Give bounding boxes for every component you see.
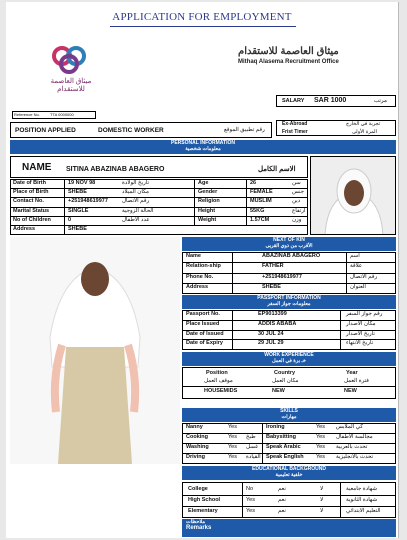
remarks-bar [182,519,396,537]
ex-abroad-label: Ex-Abroad [282,121,308,127]
details-value-2: FEMALE [250,189,273,196]
skill-label-2: Speak English [266,454,304,460]
passport-arabic: رقم جواز السفر [346,311,383,317]
kin-label: Relation-ship [186,263,221,270]
passport-header [182,295,396,309]
first-timer-arabic: المرة الأولى [352,129,377,135]
kin-col-divider [346,252,347,294]
skill-arabic-2: تحدث بالعربية [336,444,368,450]
work-col-header-ar: مكان العمل [272,378,299,384]
name-label: NAME [22,162,52,173]
kin-value: SHEBE [262,283,281,290]
edu-col-divider [242,482,243,518]
details-col-divider [64,179,65,235]
passport-header-ar: معلومات جواز السفر [267,301,311,307]
passport-label: Date of Expiry [186,340,223,347]
passport-value: EP9013399 [258,311,287,317]
details-value: 0 [68,216,72,223]
office-name-arabic: ميثاق العاصمة للاستقدام [238,46,339,57]
position-value: DOMESTIC WORKER [98,127,164,134]
skill-arabic-2: تحدث بالانجليزية [336,454,374,460]
page-title: APPLICATION FOR EMPLOYMENT [112,11,292,23]
skills-col-divider [262,423,263,464]
details-label: Contact No. [13,198,44,205]
skill-value-2: Yes [316,424,325,430]
skill-label: Nanny [186,424,203,430]
details-label-2: Weight [198,216,217,223]
details-label: Address [13,226,36,232]
logo-arabic-text: ميثاق العاصمة للاستقدام [50,78,92,93]
work-row-divider [182,386,396,387]
application-page [6,2,399,538]
kin-value: +251948619977 [262,273,302,280]
edu-value: Yes [246,497,255,503]
details-label: Date of Birth [13,180,46,186]
edu-yes-arabic: نعم [278,508,286,514]
title-underline [110,26,296,27]
details-arabic: تاريخ الولادة [122,180,149,186]
work-cell-value: NEW [272,388,285,394]
details-arabic: عدد الاطفال [122,216,150,223]
salary-value: SAR 1000 [314,97,347,104]
skill-arabic: القيادة [246,454,261,460]
passport-header-en: PASSPORT INFORMATION [257,295,321,301]
kin-value: ABAZINAB ABAGERO [262,253,321,259]
skill-label: Driving [186,454,205,460]
next-of-kin-header [182,237,396,251]
details-arabic: الحالة الزوجية [122,207,154,214]
edu-row-divider [182,495,396,496]
work-col-header: Year [346,370,358,376]
position-label: POSITION APPLIED [15,127,76,134]
kin-arabic: علاقة [350,263,363,270]
salary-arabic: مرتب [374,98,387,104]
skill-arabic: غسل [246,444,258,450]
personal-header [10,140,396,154]
kin-label: Address [186,283,209,290]
skill-arabic: طبخ [246,434,256,440]
skill-label-2: Ironing [266,424,285,430]
edu-no-arabic: لا [320,508,324,514]
details-value-2: 1.57CM [250,216,270,223]
work-header [182,352,396,366]
details-value: 19 NOV 98 [68,180,96,186]
work-col-header-ar: موقف العمل [204,378,233,384]
work-col-header: Country [274,370,296,376]
details-value: SHEBE [68,189,87,196]
office-name-english: Mithaq Alasema Recruitment Office [238,59,339,65]
passport-value: ADDIS ABABA [258,320,297,327]
details-arabic-2: وزن [292,216,302,223]
details-col-divider [194,179,195,225]
first-timer-label: Frist Timer [282,129,308,135]
kin-label: Name [186,253,201,259]
edu-no-arabic: لا [320,486,324,492]
details-label-2: Religion [198,198,220,205]
edu-level: College [188,486,208,492]
work-col-header-ar: فترة العمل [344,378,369,384]
reference-label: Reference No. [14,112,40,117]
skill-value-2: Yes [316,454,325,460]
details-label: Place of Birth [13,189,49,196]
skill-label: Washing [186,444,209,450]
details-col-divider [246,179,247,225]
work-cell-value: HOUSEMIDS [204,388,238,394]
skills-header-en: SKILLS [280,408,298,414]
details-value: SINGLE [68,207,89,214]
name-value: SITINA ABAZINAB ABAGERO [66,166,165,173]
details-row-divider [10,225,308,226]
edu-no-arabic: لا [320,497,324,503]
work-header-en: WORK EXPERIENCE [264,352,314,358]
passport-col-divider [340,310,341,350]
skill-value-2: Yes [316,444,325,450]
details-arabic: مكان الميلاد [122,189,150,196]
details-value-2: 26 [250,180,257,186]
kin-label: Phone No. [186,273,214,280]
ex-abroad-arabic: تجربة في الخارج [346,121,381,127]
education-header-ar: خلفية تعليمية [275,472,303,478]
personal-header-en: PERSONAL INFORMATION [171,140,235,146]
details-label: No of Children [13,216,51,223]
name-arabic: الاسم الكامل [258,166,296,173]
edu-yes-arabic: نعم [278,486,286,492]
passport-col-divider [232,310,233,350]
details-label-2: Height [198,207,216,214]
details-arabic-2: جنس [292,189,305,196]
details-label-2: Gender [198,189,218,196]
education-header [182,466,396,480]
work-col-header: Position [206,370,228,376]
passport-arabic: تاريخ الاصدار [346,330,375,337]
edu-col-divider [340,482,341,518]
passport-value: 29 JUL 29 [258,340,284,347]
edu-level: Elementary [188,508,218,514]
edu-value: Yes [246,508,255,514]
passport-label: Date of Issued [186,330,224,337]
passport-label: Place Issued [186,320,220,327]
details-value-2: MUSLIM [250,198,272,205]
portrait-photo-small [310,156,396,235]
details-arabic-2: دين [292,198,301,205]
skill-arabic-2: مجالسة الأطفال [336,434,373,440]
kin-value: FATHER [262,263,284,270]
passport-arabic: تاريخ الانتهاء [346,340,374,347]
kin-arabic: العنوان [350,283,366,290]
edu-yes-arabic: نعم [278,497,286,503]
skills-header [182,408,396,422]
kin-col-divider [232,252,233,294]
next-of-kin-header-en: NEXT OF KIN [273,237,305,243]
details-arabic: رقم الاتصال [122,198,150,205]
skill-value: Yes [228,424,237,430]
personal-header-ar: معلومات شخصية [185,146,221,152]
remarks-arabic: ملاحظات [186,519,206,525]
edu-row-divider [182,506,396,507]
reference-value: TTA 0000000 [50,112,74,117]
passport-label: Passport No. [186,311,220,317]
edu-value: No [246,486,254,492]
skill-label: Cooking [186,434,208,440]
edu-arabic: التعليم الابتدائي [346,508,381,514]
portrait-photo-large [10,237,180,464]
kin-arabic: رقم الاتصال [350,273,378,280]
salary-label: SALARY [282,98,305,104]
details-label-2: Age [198,180,209,186]
skill-value: Yes [228,454,237,460]
kin-arabic: اسم [350,253,360,259]
edu-arabic: شهادة جامعية [346,486,377,492]
skill-value-2: Yes [316,434,325,440]
details-value-2: 55KG [250,207,265,214]
passport-arabic: مكان الاصدار [346,320,376,327]
skill-label-2: Speak Arabic [266,444,301,450]
details-arabic-2: ارتفاع [292,207,306,214]
application-number-label: رقم تطبيق الموقع [224,127,265,133]
skill-value: Yes [228,434,237,440]
details-value: +251948619977 [68,198,108,205]
passport-value: 30 JUL 24 [258,330,284,337]
details-value: SHEBE [68,226,87,232]
details-arabic-2: سن [292,180,301,186]
office-name [238,46,398,65]
details-label: Marital Status [13,207,50,214]
skill-label-2: Babysitting [266,434,296,440]
edu-level: High School [188,497,221,503]
skills-header-ar: مهارات [281,414,297,420]
next-of-kin-header-ar: الأقرب من ذوي القربى [265,243,313,249]
work-header-ar: خـ برة في العمل [271,358,307,364]
work-cell-value: NEW [344,388,357,394]
remarks-label: Remarks [186,525,212,531]
skill-arabic-2: كي الملابس [336,424,363,430]
education-header-en: EDUCATIONAL BACKGROUND [252,466,326,472]
skill-value: Yes [228,444,237,450]
edu-arabic: شهادة الثانوية [346,497,378,503]
